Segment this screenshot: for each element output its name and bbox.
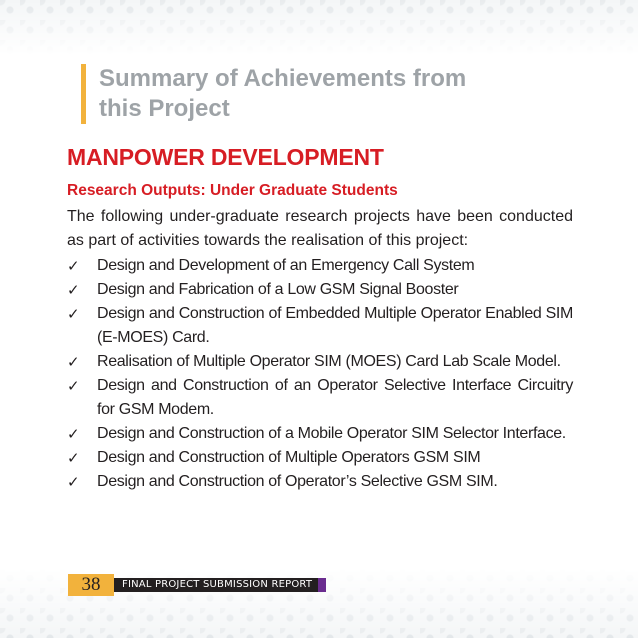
checkmark-icon: ✓ xyxy=(67,281,80,299)
list-item xyxy=(67,422,573,446)
list-item xyxy=(67,470,573,494)
footer-accent-block xyxy=(318,578,326,592)
checkmark-icon: ✓ xyxy=(67,473,80,491)
footer-label-bar xyxy=(114,578,318,592)
list-item-text: Realisation of Multiple Operator SIM (MOES) Card Lab Scale Model. xyxy=(97,353,561,370)
checkmark-icon: ✓ xyxy=(67,425,80,443)
checkmark-icon: ✓ xyxy=(67,353,80,371)
list-item-text: Design and Fabrication of a Low GSM Signal Booster xyxy=(97,281,459,298)
checkmark-icon: ✓ xyxy=(67,449,80,467)
list-item-text: Design and Construction of an Operator Selective Interface Circuitry for GSM Modem. xyxy=(97,377,573,418)
main-content xyxy=(67,181,573,494)
page-number: 38 xyxy=(68,574,114,596)
list-item-text: Design and Development of an Emergency Call System xyxy=(97,257,475,274)
checkmark-icon: ✓ xyxy=(67,305,80,323)
list-item xyxy=(67,302,573,350)
summary-heading-line2: this Project xyxy=(99,95,230,122)
list-item xyxy=(67,350,573,374)
project-list xyxy=(67,254,573,494)
list-item-text: Design and Construction of Multiple Operators GSM SIM xyxy=(97,449,481,466)
intro-paragraph: The following under-graduate research projects have been conducted as part of activities towards the realisation of this project: xyxy=(67,208,573,249)
list-item-text: Design and Construction of Operator’s Selective GSM SIM. xyxy=(97,473,498,490)
list-item-text: Design and Construction of a Mobile Operator SIM Selector Interface. xyxy=(97,425,566,442)
footer-label: FINAL PROJECT SUBMISSION REPORT xyxy=(122,579,313,590)
list-item xyxy=(67,278,573,302)
decorative-pattern-top xyxy=(0,0,638,55)
summary-heading-line1: Summary of Achievements from xyxy=(99,65,467,92)
list-item xyxy=(67,254,573,278)
list-item xyxy=(67,446,573,470)
summary-heading-block xyxy=(81,64,539,124)
section-title: MANPOWER DEVELOPMENT xyxy=(67,144,384,170)
list-item-text: Design and Construction of Embedded Multiple Operator Enabled SIM (E-MOES) Card. xyxy=(97,305,573,346)
page-footer xyxy=(68,574,326,596)
checkmark-icon: ✓ xyxy=(67,377,80,395)
summary-heading xyxy=(99,64,539,124)
list-item xyxy=(67,374,573,422)
checkmark-icon: ✓ xyxy=(67,257,80,275)
research-outputs-subheading: Research Outputs: Under Graduate Students xyxy=(67,182,398,199)
